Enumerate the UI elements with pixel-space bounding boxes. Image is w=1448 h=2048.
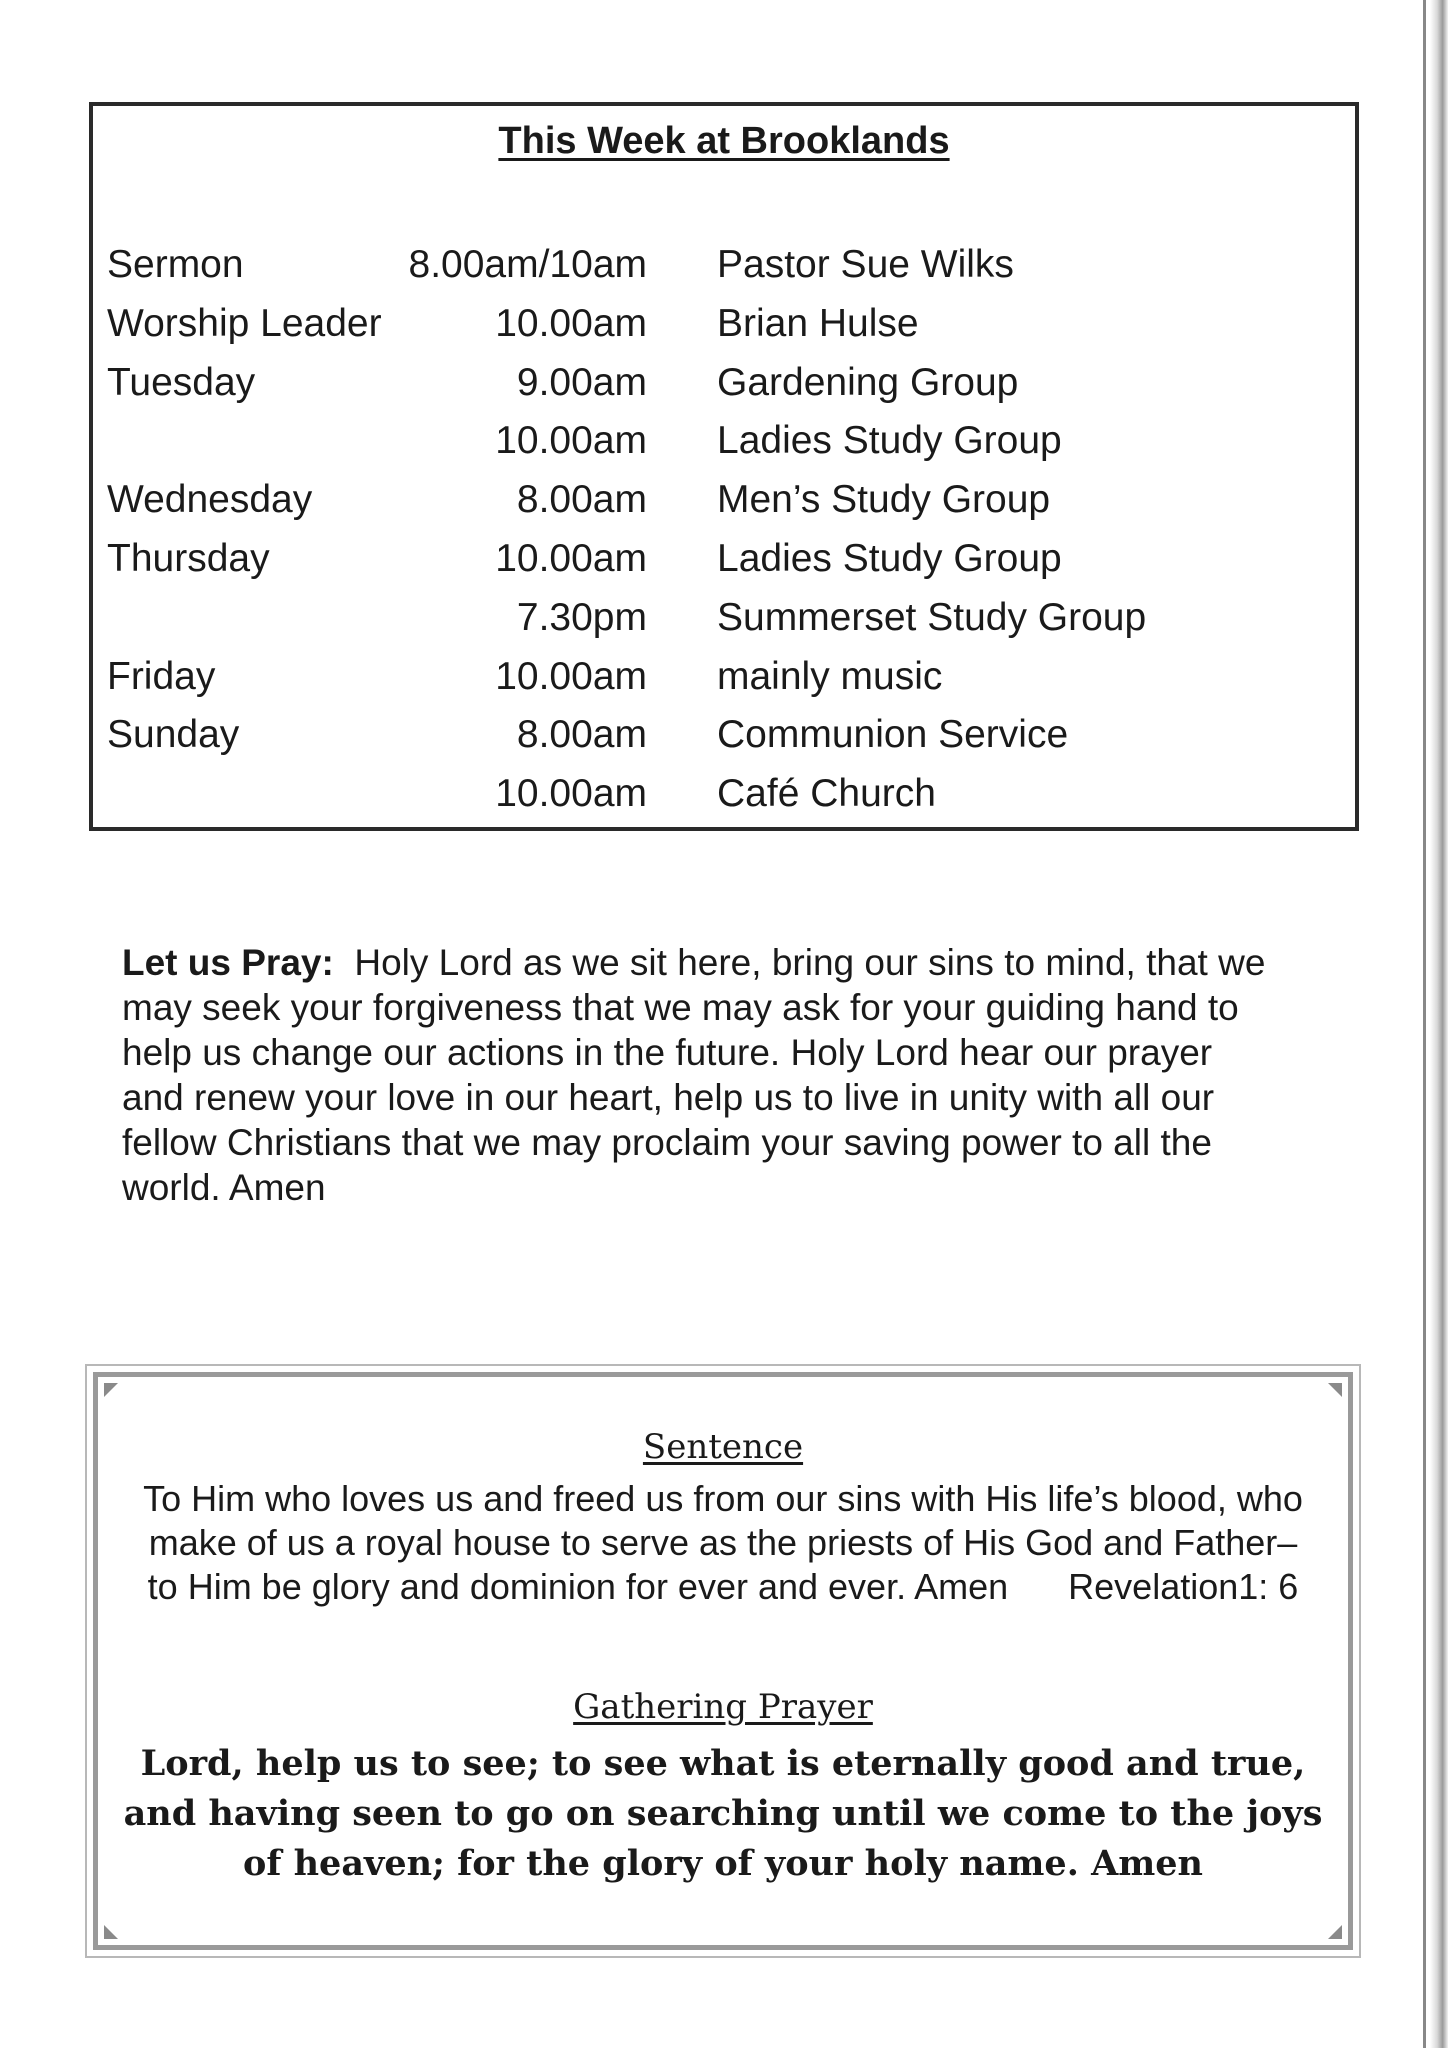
schedule-event: Pastor Sue Wilks [717,243,1014,286]
frame-corner-ornament [1328,1383,1342,1397]
schedule-row [107,412,1307,471]
schedule-row [107,236,1307,295]
sentence-heading: Sentence [642,1427,804,1467]
schedule-time: 8.00am [516,713,647,757]
let-us-pray-section [122,940,1272,1210]
schedule-day: Worship Leader [107,301,382,345]
frame-corner-ornament [104,1383,118,1397]
schedule-event: Ladies Study Group [717,419,1062,463]
gathering-prayer-text: Lord, help us to see; to see what is eternally good and true, and having seen to go on searching until we come to the joys of heaven; for the glory of your holy name. Amen [123,1743,1323,1884]
frame-corner-ornament [1328,1925,1342,1939]
schedule-day: Tuesday [107,360,256,404]
schedule-time: 10.00am [495,772,647,816]
schedule-day: Thursday [107,536,270,580]
schedule-day: Sermon [107,243,244,286]
schedule-row [107,765,1307,824]
schedule-time: 9.00am [516,360,647,404]
schedule-time: 10.00am [495,536,647,580]
schedule-event: Gardening Group [717,360,1019,404]
schedule-time: 10.00am [495,654,647,698]
schedule-time: 7.30pm [516,595,647,639]
sentence-text: To Him who loves us and freed us from our sins with His life’s blood, who make of us a royal house to serve as the priests of His God and Father– to Him be glory and dominion for ever and ever. Amen [143,1478,1303,1607]
schedule-row [107,530,1307,589]
schedule-row [107,354,1307,413]
schedule-event: mainly music [717,654,943,698]
schedule-row [107,295,1307,354]
sentence-reference: Revelation1: 6 [1068,1566,1299,1607]
sentence-frame [93,1372,1353,1950]
page-edge-shadow [1430,0,1448,2048]
schedule-row [107,471,1307,530]
schedule-row [107,648,1307,707]
page-edge-line [1423,0,1426,2048]
schedule-time: 8.00am/10am [408,243,647,286]
schedule-rows [107,236,1307,824]
schedule-day: Friday [107,654,216,698]
schedule-time: 10.00am [495,301,647,345]
frame-corner-ornament [104,1925,118,1939]
schedule-day: Sunday [107,713,240,757]
schedule-event: Café Church [717,772,936,816]
schedule-event: Communion Service [717,713,1069,757]
prayer-label: Let us Pray: [122,942,334,983]
schedule-row [107,589,1307,648]
schedule-title: This Week at Brooklands [498,120,950,162]
schedule-row [107,706,1307,765]
prayer-text: Holy Lord as we sit here, bring our sins to mind, that we may seek your forgiveness that we may ask for your guiding hand to help us change our actions in the future. Holy Lord hear our prayer and renew your love in our heart, help us to live in unity with all our fellow Christians that we may proclaim your saving power to all the world. Amen [122,942,1266,1208]
schedule-time: 8.00am [516,478,647,522]
weekly-schedule-box [89,102,1359,831]
schedule-event: Summerset Study Group [717,595,1147,639]
schedule-day: Wednesday [107,478,313,522]
schedule-event: Men’s Study Group [717,478,1051,522]
schedule-event: Ladies Study Group [717,536,1062,580]
schedule-event: Brian Hulse [717,301,919,345]
sentence-body [138,1477,1308,1609]
schedule-time: 10.00am [495,419,647,463]
gathering-prayer-heading: Gathering Prayer [573,1687,873,1727]
